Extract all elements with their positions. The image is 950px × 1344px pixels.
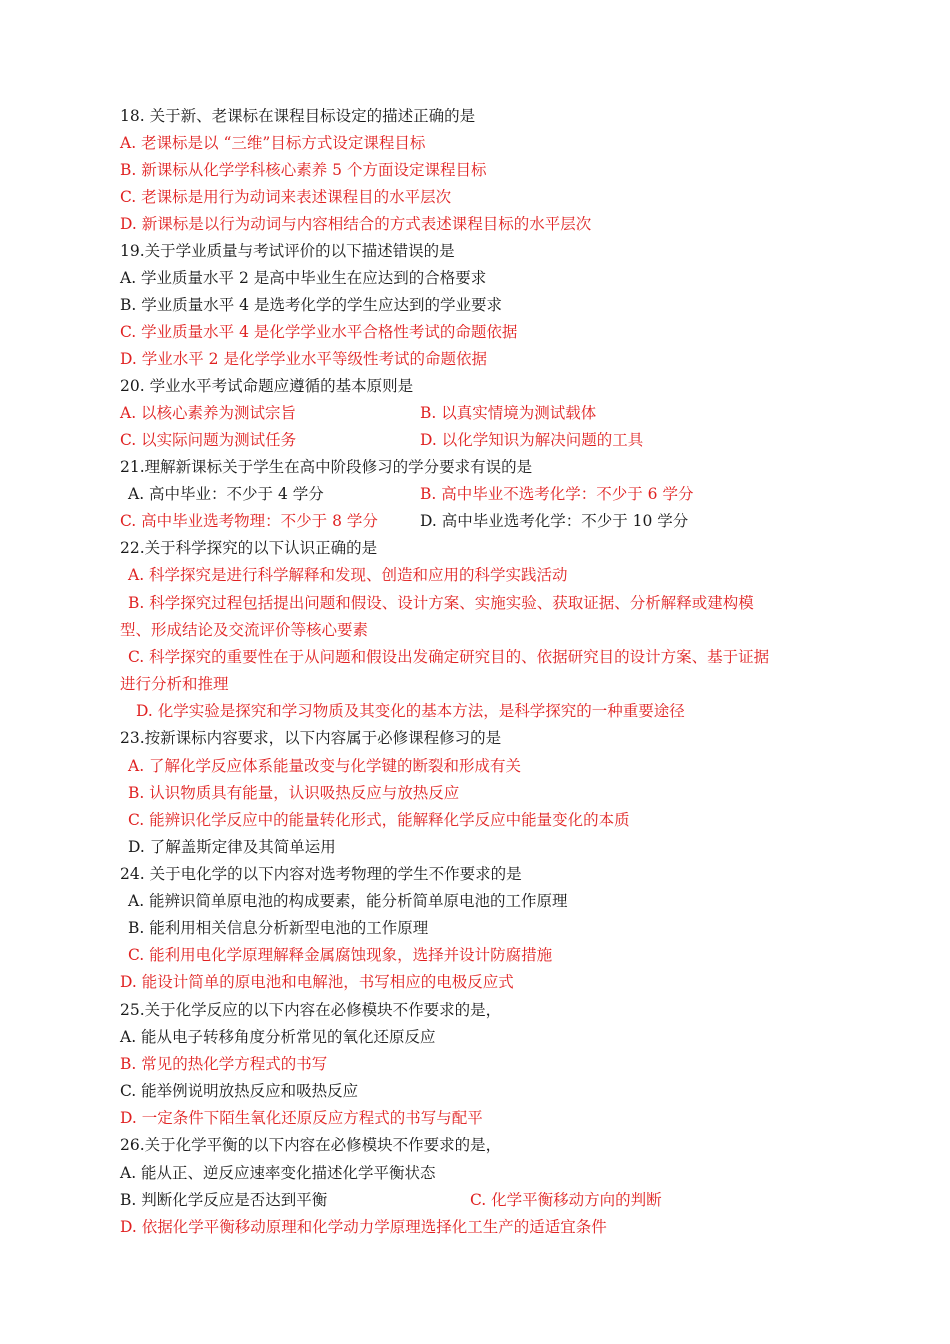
- question-22-stem: 22.关于科学探究的以下认识正确的是: [120, 539, 378, 557]
- question-20-option-b: B. 以真实情境为测试载体: [420, 404, 597, 422]
- question-21-option-a: A. 高中毕业：不少于 4 学分: [128, 485, 324, 503]
- question-19-option-c: C. 学业质量水平 4 是化学学业水平合格性考试的命题依据: [120, 323, 518, 341]
- question-22-option-a: A. 科学探究是进行科学解释和发现、创造和应用的科学实践活动: [128, 566, 568, 584]
- question-26-option-a: A. 能从正、逆反应速率变化描述化学平衡状态: [120, 1164, 436, 1182]
- question-21-option-c: C. 高中毕业选考物理：不少于 8 学分: [120, 512, 378, 530]
- question-20-option-a: A. 以核心素养为测试宗旨: [120, 404, 297, 422]
- question-26-option-d: D. 依据化学平衡移动原理和化学动力学原理选择化工生产的适适宜条件: [120, 1218, 607, 1236]
- question-21-stem: 21.理解新课标关于学生在高中阶段修习的学分要求有误的是: [120, 458, 533, 476]
- question-24-option-a: A. 能辨识简单原电池的构成要素，能分析简单原电池的工作原理: [128, 892, 568, 910]
- question-23-option-a: A. 了解化学反应体系能量改变与化学键的断裂和形成有关: [128, 757, 522, 775]
- question-18-option-b: B. 新课标从化学学科核心素养 5 个方面设定课程目标: [120, 161, 487, 179]
- question-22-option-c: C. 科学探究的重要性在于从问题和假设出发确定研究目的、依据研究目的设计方案、基于证据: [128, 648, 770, 666]
- question-20-stem: 20. 学业水平考试命题应遵循的基本原则是: [120, 377, 414, 395]
- question-22-option-c-cont: 进行分析和推理: [120, 675, 229, 693]
- question-24-option-d: D. 能设计简单的原电池和电解池，书写相应的电极反应式: [120, 973, 514, 991]
- question-23-option-b: B. 认识物质具有能量，认识吸热反应与放热反应: [128, 784, 460, 802]
- question-23-option-d: D. 了解盖斯定律及其简单运用: [128, 838, 336, 856]
- question-18-stem: 18. 关于新、老课标在课程目标设定的描述正确的是: [120, 107, 476, 125]
- question-22-option-b: B. 科学探究过程包括提出问题和假设、设计方案、实施实验、获取证据、分析解释或建构模: [128, 594, 754, 612]
- question-25-option-d: D. 一定条件下陌生氧化还原反应方程式的书写与配平: [120, 1109, 483, 1127]
- question-19-stem: 19.关于学业质量与考试评价的以下描述错误的是: [120, 242, 455, 260]
- question-24-option-b: B. 能利用相关信息分析新型电池的工作原理: [128, 919, 429, 937]
- question-22-option-b-cont: 型、形成结论及交流评价等核心要素: [120, 621, 369, 639]
- question-19-option-a: A. 学业质量水平 2 是高中毕业生在应达到的合格要求: [120, 269, 487, 287]
- question-26-option-c: C. 化学平衡移动方向的判断: [470, 1191, 662, 1209]
- question-24-stem: 24. 关于电化学的以下内容对选考物理的学生不作要求的是: [120, 865, 522, 883]
- question-25-stem: 25.关于化学反应的以下内容在必修模块不作要求的是，: [120, 1001, 502, 1019]
- question-23-option-c: C. 能辨识化学反应中的能量转化形式，能解释化学反应中能量变化的本质: [128, 811, 630, 829]
- question-20-option-c: C. 以实际问题为测试任务: [120, 431, 297, 449]
- question-25-option-b: B. 常见的热化学方程式的书写: [120, 1055, 328, 1073]
- question-23-stem: 23.按新课标内容要求，以下内容属于必修课程修习的是: [120, 729, 502, 747]
- question-26-stem: 26.关于化学平衡的以下内容在必修模块不作要求的是，: [120, 1136, 502, 1154]
- question-19-option-d: D. 学业水平 2 是化学学业水平等级性考试的命题依据: [120, 350, 487, 368]
- question-20-option-d: D. 以化学知识为解决问题的工具: [420, 431, 644, 449]
- question-26-option-b: B. 判断化学反应是否达到平衡: [120, 1191, 328, 1209]
- question-18-option-c: C. 老课标是用行为动词来表述课程目的水平层次: [120, 188, 452, 206]
- question-25-option-c: C. 能举例说明放热反应和吸热反应: [120, 1082, 359, 1100]
- question-19-option-b: B. 学业质量水平 4 是选考化学的学生应达到的学业要求: [120, 296, 502, 314]
- question-18-option-d: D. 新课标是以行为动词与内容相结合的方式表述课程目标的水平层次: [120, 215, 592, 233]
- question-21-option-b: B. 高中毕业不选考化学：不少于 6 学分: [420, 485, 694, 503]
- question-22-option-d: D. 化学实验是探究和学习物质及其变化的基本方法，是科学探究的一种重要途径: [136, 702, 685, 720]
- question-25-option-a: A. 能从电子转移角度分析常见的氧化还原反应: [120, 1028, 436, 1046]
- question-21-option-d: D. 高中毕业选考化学：不少于 10 学分: [420, 512, 689, 530]
- question-24-option-c: C. 能利用电化学原理解释金属腐蚀现象，选择并设计防腐措施: [128, 946, 553, 964]
- question-18-option-a: A. 老课标是以 “三维”目标方式设定课程目标: [120, 134, 426, 152]
